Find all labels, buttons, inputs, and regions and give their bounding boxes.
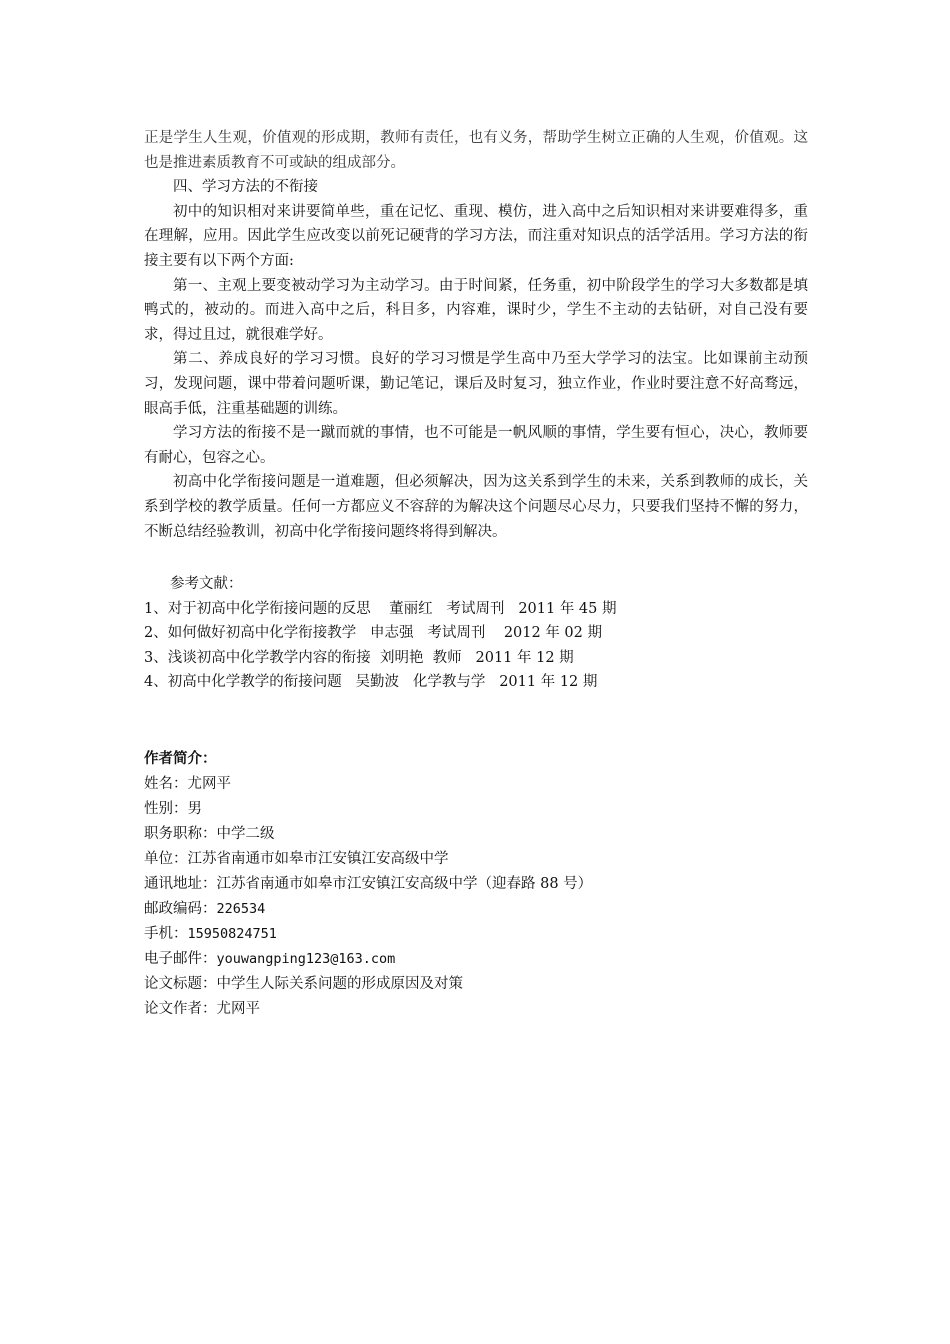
paragraph-patience: 学习方法的衔接不是一蹴而就的事情，也不可能是一帆风顺的事情，学生要有恒心，决心，教师要有耐心，包容之心。	[144, 425, 808, 466]
references-title: 参考文献：	[170, 576, 243, 592]
author-gender-value: 男	[187, 801, 202, 817]
article-body	[144, 126, 808, 544]
author-name-label: 姓名：	[144, 776, 188, 792]
paper-author-value: 尤网平	[216, 1001, 260, 1017]
author-phone-row	[144, 922, 808, 947]
author-postcode-row	[144, 897, 808, 922]
author-info-section	[144, 747, 808, 1022]
section-heading-4: 四、学习方法的不衔接	[173, 179, 318, 196]
author-rank-label: 职务职称：	[144, 826, 217, 842]
author-address-row	[144, 872, 808, 897]
author-address-label: 通讯地址：	[144, 876, 217, 892]
author-postcode-label: 邮政编码：	[144, 901, 217, 917]
author-gender-label: 性别：	[144, 801, 188, 817]
paper-title-row	[144, 972, 808, 997]
reference-item: 1、对于初高中化学衔接问题的反思 董丽红 考试周刊 2011 年 45 期	[144, 600, 617, 617]
author-unit-label: 单位：	[144, 851, 188, 867]
paper-title-label: 论文标题：	[144, 976, 217, 992]
author-email-row	[144, 947, 808, 972]
paper-author-row	[144, 997, 808, 1022]
paragraph-learning-methods: 初中的知识相对来讲要简单些，重在记忆、重现、模仿，进入高中之后知识相对来讲要难得多，重在理解，应用。因此学生应改变以前死记硬背的学习方法，而注重对知识点的活学活用。学习方法的衔接主要有以下两个方面:	[144, 203, 808, 269]
reference-item: 3、浅谈初高中化学教学内容的衔接 刘明艳 教师 2011 年 12 期	[144, 649, 574, 666]
author-gender-row	[144, 797, 808, 822]
author-rank-row	[144, 822, 808, 847]
paragraph-intro: 正是学生人生观，价值观的形成期，教师有责任，也有义务，帮助学生树立正确的人生观，价值观。这也是推进素质教育不可或缺的组成部分。	[144, 130, 808, 171]
author-name-row	[144, 772, 808, 797]
paragraph-conclusion: 初高中化学衔接问题是一道难题，但必须解决，因为这关系到学生的未来，关系到教师的成长，关系到学校的教学质量。任何一方都应义不容辞的为解决这个问题尽心尽力，只要我们坚持不懈的努力，不断总结经验教训，初高中化学衔接问题终将得到解决。	[144, 474, 808, 540]
paragraph-point-2: 第二、养成良好的学习习惯。良好的学习习惯是学生高中乃至大学学习的法宝。比如课前主动预习，发现问题，课中带着问题听课，勤记笔记，课后及时复习，独立作业，作业时要注意不好高骛远，眼高手低，注重基础题的训练。	[144, 351, 808, 417]
author-phone-value: 15950824751	[187, 926, 277, 942]
author-phone-label: 手机：	[144, 926, 188, 942]
author-info-title: 作者简介：	[144, 751, 217, 767]
paper-title-value: 中学生人际关系问题的形成原因及对策	[216, 976, 463, 992]
references-list	[144, 597, 808, 695]
author-address-value: 江苏省南通市如皋市江安镇江安高级中学（迎春路 88 号）	[216, 876, 593, 892]
author-unit-row	[144, 847, 808, 872]
paper-author-label: 论文作者：	[144, 1001, 217, 1017]
author-email-label: 电子邮件：	[144, 951, 217, 967]
author-unit-value: 江苏省南通市如皋市江安镇江安高级中学	[187, 851, 449, 867]
reference-item: 4、初高中化学教学的衔接问题 吴勤波 化学教与学 2011 年 12 期	[144, 674, 598, 691]
references-section	[144, 572, 808, 695]
author-name-value: 尤网平	[187, 776, 231, 792]
reference-item: 2、如何做好初高中化学衔接教学 申志强 考试周刊 2012 年 02 期	[144, 625, 602, 642]
author-rank-value: 中学二级	[216, 826, 275, 842]
author-email-value: youwangping123@163.com	[216, 951, 396, 967]
paragraph-point-1: 第一、主观上要变被动学习为主动学习。由于时间紧，任务重，初中阶段学生的学习大多数都是填鸭式的，被动的。而进入高中之后，科目多，内容难，课时少，学生不主动的去钻研，对自己没有要求，得过且过，就很难学好。	[144, 277, 808, 343]
author-postcode-value: 226534	[216, 901, 266, 917]
